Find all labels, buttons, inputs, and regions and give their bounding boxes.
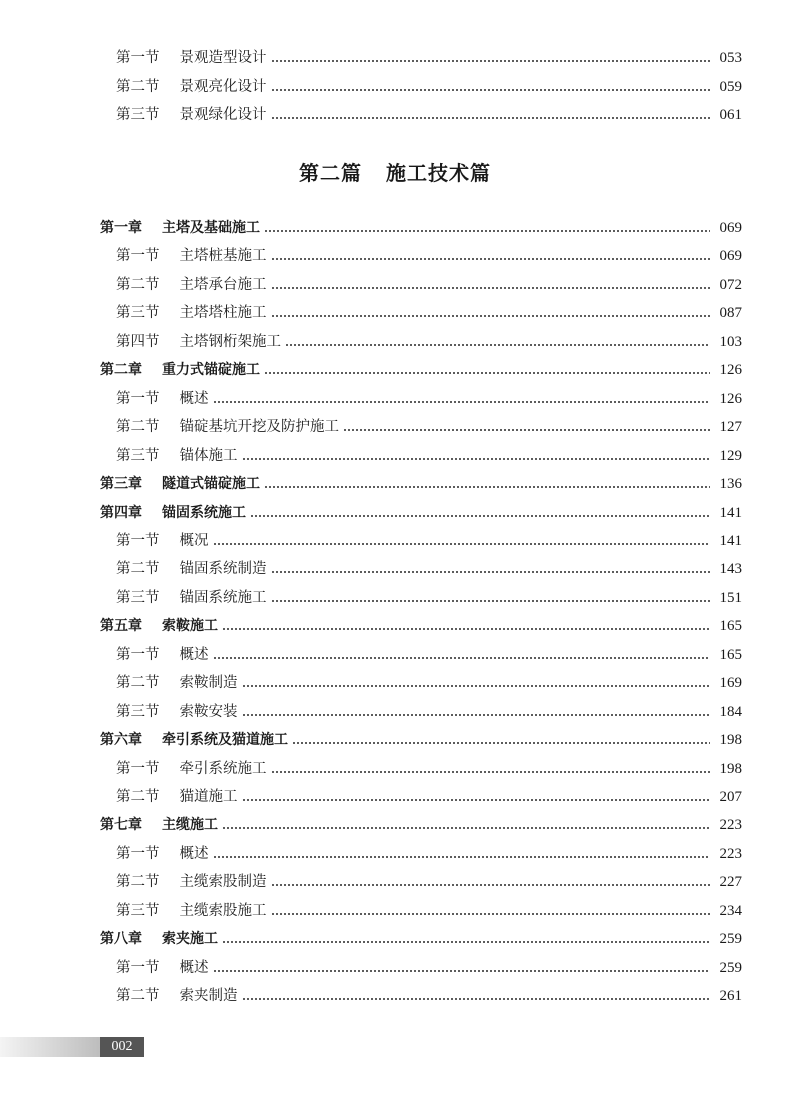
- entry-page-number: 165: [719, 618, 742, 635]
- entry-title: 主塔钢桁架施工: [179, 333, 281, 350]
- dot-leader: [271, 89, 711, 91]
- entry-title: 猫道施工: [179, 789, 238, 805]
- entry-page-number: 126: [719, 390, 742, 407]
- entry-label: 第三节: [116, 703, 160, 720]
- toc-chapter-entry: [0, 927, 790, 951]
- toc-section-entry: [0, 984, 790, 1008]
- toc-chapter-entry: [0, 472, 790, 496]
- dot-leader: [271, 913, 711, 915]
- entry-title: 概述: [179, 390, 209, 407]
- toc-section-entry: [0, 671, 790, 695]
- dot-leader: [222, 941, 710, 943]
- entry-title: 景观亮化设计: [179, 78, 267, 95]
- entry-title: 锚固系统制造: [179, 561, 267, 578]
- footer-page-number: 002: [100, 1037, 144, 1057]
- toc-section-entry: [0, 586, 790, 610]
- entry-page-number: 223: [719, 845, 742, 862]
- dot-leader: [271, 60, 711, 62]
- entry-page-number: 136: [719, 476, 742, 493]
- entry-label: 第四章: [100, 504, 142, 521]
- dot-leader: [242, 458, 711, 460]
- toc-chapter-entry: [0, 728, 790, 752]
- toc-chapter-entry: [0, 358, 790, 382]
- entry-title: 锚固系统施工: [162, 504, 246, 521]
- toc-section-entry: [0, 244, 790, 268]
- entry-page-number: 141: [719, 532, 742, 549]
- toc-section-entry: [0, 75, 790, 99]
- toc-section-entry: [0, 301, 790, 325]
- entry-page-number: 259: [719, 959, 742, 976]
- toc-chapter-entry: [0, 501, 790, 525]
- dot-leader: [271, 600, 711, 602]
- dot-leader: [271, 287, 711, 289]
- dot-leader: [271, 771, 711, 773]
- entry-page-number: 207: [719, 789, 742, 805]
- dot-leader: [285, 344, 710, 346]
- dot-leader: [264, 372, 710, 374]
- toc-section-entry: [0, 103, 790, 127]
- dot-leader: [242, 998, 711, 1000]
- entry-title: 索夹施工: [162, 931, 218, 948]
- entry-label: 第三节: [116, 589, 160, 606]
- entry-label: 第二节: [116, 78, 160, 95]
- entry-title: 锚碇基坑开挖及防护施工: [179, 419, 339, 436]
- entry-page-number: 069: [719, 220, 742, 236]
- footer-gradient-bar: [0, 1037, 100, 1057]
- entry-label: 第三节: [116, 447, 160, 464]
- dot-leader: [264, 486, 710, 488]
- entry-page-number: 126: [719, 362, 742, 379]
- toc-section-entry: [0, 700, 790, 724]
- toc-section-entry: [0, 387, 790, 411]
- entry-label: 第三章: [100, 476, 142, 493]
- entry-label: 第一节: [116, 50, 160, 66]
- entry-title: 主缆施工: [162, 817, 218, 834]
- entry-title: 隧道式锚碇施工: [162, 476, 260, 493]
- entry-label: 第一节: [116, 390, 160, 407]
- entry-title: 索鞍施工: [162, 618, 218, 635]
- dot-leader: [271, 258, 711, 260]
- entry-title: 概况: [179, 532, 209, 549]
- entry-title: 锚固系统施工: [179, 589, 267, 606]
- dot-leader: [222, 827, 710, 829]
- entry-title: 主塔及基础施工: [162, 220, 260, 236]
- entry-title: 索鞍安装: [179, 703, 238, 720]
- entry-label: 第一章: [100, 220, 142, 236]
- entry-title: 概述: [179, 959, 209, 976]
- entry-page-number: 223: [719, 817, 742, 834]
- entry-page-number: 259: [719, 931, 742, 948]
- entry-page-number: 103: [719, 333, 742, 350]
- entry-title: 重力式锚碇施工: [162, 362, 260, 379]
- entry-page-number: 127: [719, 419, 742, 436]
- dot-leader: [264, 230, 710, 232]
- entry-title: 概述: [179, 845, 209, 862]
- entry-title: 索鞍制造: [179, 675, 238, 692]
- toc-section-entry: [0, 785, 790, 809]
- entry-title: 主塔塔柱施工: [179, 305, 267, 322]
- entry-page-number: 234: [719, 902, 742, 919]
- dot-leader: [250, 515, 710, 517]
- part-prefix: 第二篇: [299, 161, 362, 185]
- dot-leader: [213, 543, 711, 545]
- entry-page-number: 087: [719, 305, 742, 322]
- dot-leader: [271, 117, 711, 119]
- entry-label: 第三节: [116, 107, 160, 123]
- dot-leader: [242, 799, 711, 801]
- part-title: 施工技术篇: [386, 161, 491, 185]
- toc-section-entry: [0, 956, 790, 980]
- entry-page-number: 061: [719, 107, 742, 123]
- toc-section-entry: [0, 870, 790, 894]
- entry-title: 主塔承台施工: [179, 276, 267, 293]
- entry-page-number: 143: [719, 561, 742, 578]
- entry-page-number: 151: [719, 589, 742, 606]
- toc-section-entry: [0, 643, 790, 667]
- entry-title: 主缆索股制造: [179, 874, 267, 891]
- dot-leader: [213, 657, 711, 659]
- toc-section-entry: [0, 415, 790, 439]
- entry-title: 牵引系统施工: [179, 760, 267, 777]
- entry-label: 第二节: [116, 561, 160, 578]
- entry-label: 第三节: [116, 902, 160, 919]
- entry-label: 第二节: [116, 675, 160, 692]
- toc-section-entry: [0, 757, 790, 781]
- entry-label: 第一节: [116, 959, 160, 976]
- entry-page-number: 129: [719, 447, 742, 464]
- entry-label: 第三节: [116, 305, 160, 322]
- entry-page-number: 072: [719, 276, 742, 293]
- dot-leader: [213, 970, 711, 972]
- entry-label: 第六章: [100, 732, 142, 749]
- entry-label: 第七章: [100, 817, 142, 834]
- dot-leader: [292, 742, 710, 744]
- entry-label: 第一节: [116, 845, 160, 862]
- entry-label: 第一节: [116, 646, 160, 663]
- entry-label: 第二节: [116, 276, 160, 293]
- entry-title: 景观绿化设计: [179, 107, 267, 123]
- entry-label: 第四节: [116, 333, 160, 350]
- entry-label: 第五章: [100, 618, 142, 635]
- dot-leader: [271, 315, 711, 317]
- entry-page-number: 053: [719, 50, 742, 66]
- entry-page-number: 069: [719, 248, 742, 265]
- entry-title: 锚体施工: [179, 447, 238, 464]
- dot-leader: [242, 714, 711, 716]
- dot-leader: [213, 856, 711, 858]
- toc-section-entry: [0, 557, 790, 581]
- entry-title: 景观造型设计: [179, 50, 267, 66]
- entry-label: 第二节: [116, 874, 160, 891]
- dot-leader: [271, 884, 711, 886]
- dot-leader: [343, 429, 710, 431]
- entry-page-number: 169: [719, 675, 742, 692]
- entry-page-number: 141: [719, 504, 742, 521]
- entry-title: 概述: [179, 646, 209, 663]
- entry-label: 第一节: [116, 532, 160, 549]
- toc-section-entry: [0, 842, 790, 866]
- toc-section-entry: [0, 899, 790, 923]
- entry-label: 第二章: [100, 362, 142, 379]
- entry-label: 第二节: [116, 988, 160, 1005]
- entry-page-number: 198: [719, 760, 742, 777]
- entry-page-number: 184: [719, 703, 742, 720]
- toc-chapter-entry: [0, 614, 790, 638]
- entry-page-number: 165: [719, 646, 742, 663]
- toc-section-entry: [0, 444, 790, 468]
- entry-page-number: 227: [719, 874, 742, 891]
- entry-page-number: 198: [719, 732, 742, 749]
- entry-label: 第一节: [116, 248, 160, 265]
- toc-section-entry: [0, 46, 790, 70]
- part-heading: [0, 157, 790, 186]
- entry-title: 主缆索股施工: [179, 902, 267, 919]
- entry-page-number: 059: [719, 78, 742, 95]
- entry-label: 第八章: [100, 931, 142, 948]
- entry-label: 第二节: [116, 419, 160, 436]
- toc-section-entry: [0, 330, 790, 354]
- dot-leader: [271, 571, 711, 573]
- dot-leader: [213, 401, 711, 403]
- toc-section-entry: [0, 273, 790, 297]
- toc-section-entry: [0, 529, 790, 553]
- entry-page-number: 261: [719, 988, 742, 1005]
- entry-title: 牵引系统及猫道施工: [162, 732, 288, 749]
- toc-chapter-entry: [0, 216, 790, 240]
- dot-leader: [242, 685, 711, 687]
- toc-chapter-entry: [0, 813, 790, 837]
- entry-title: 索夹制造: [179, 988, 238, 1005]
- entry-title: 主塔桩基施工: [179, 248, 267, 265]
- entry-label: 第一节: [116, 760, 160, 777]
- dot-leader: [222, 628, 710, 630]
- entry-label: 第二节: [116, 789, 160, 805]
